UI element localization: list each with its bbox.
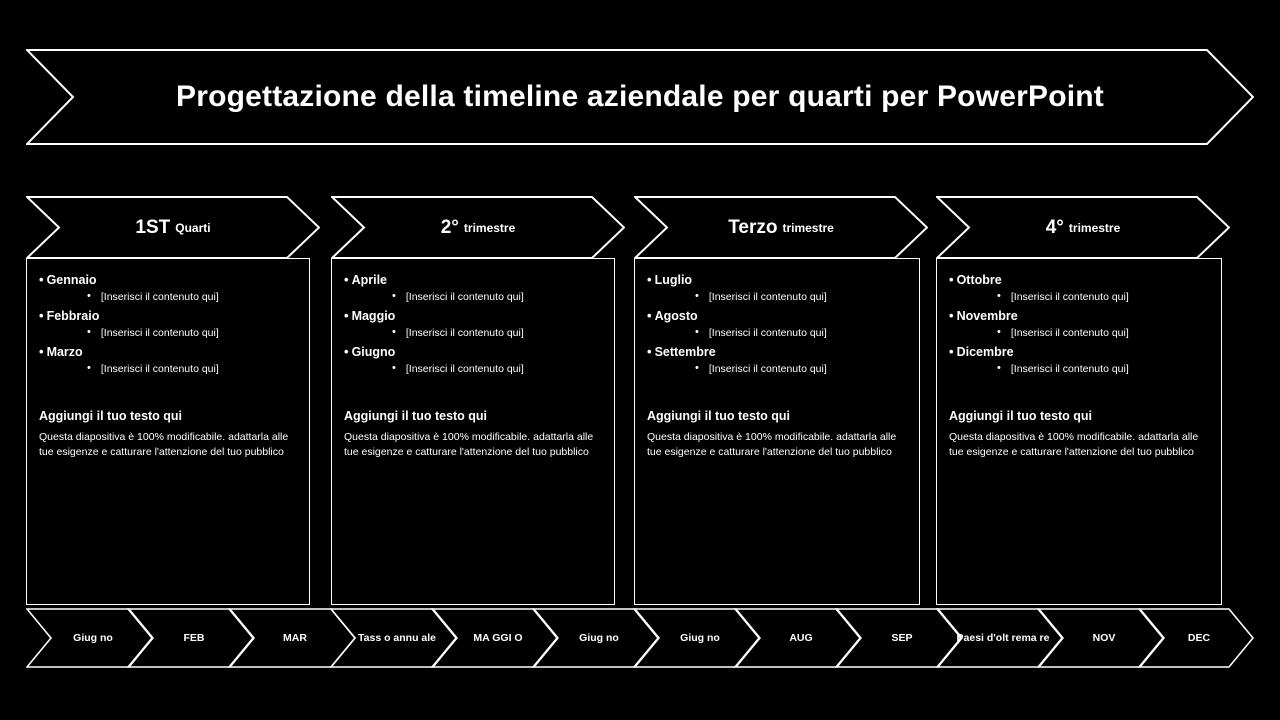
quarter-header-small-3: trimestre: [782, 220, 834, 235]
quarter-header-big-4: 4°: [1045, 216, 1064, 238]
month-name: [949, 345, 1209, 359]
month-block: [39, 273, 297, 303]
month-chevron-label: Giug no: [680, 631, 720, 644]
bullet-icon: •: [344, 272, 349, 287]
month-name: [647, 309, 907, 323]
month-chevron-label: Paesi d'olt rema re: [956, 631, 1050, 644]
description-text: Questa diapositiva è 100% modificabile. adattarla alle tue esigenze e catturare l'attenzione del tuo pubblico: [949, 431, 1199, 459]
month-content-placeholder[interactable]: [392, 291, 602, 303]
month-name: [647, 273, 907, 287]
add-text-heading: Aggiungi il tuo testo qui: [949, 409, 1093, 423]
placeholder-text: [Inserisci il contenuto qui]: [1010, 291, 1129, 303]
description-text: Questa diapositiva è 100% modificabile. adattarla alle tue esigenze e catturare l'attenzione del tuo pubblico: [39, 431, 289, 459]
month-chevron-label: Giug no: [579, 631, 619, 644]
bullet-icon: •: [392, 362, 396, 374]
add-text-heading: Aggiungi il tuo testo qui: [39, 409, 183, 423]
month-chevron-label: DEC: [1187, 631, 1211, 644]
bullet-icon: •: [87, 290, 91, 302]
month-chevron-label: MAR: [283, 631, 307, 644]
bullet-icon: •: [647, 308, 652, 323]
bullet-icon: •: [392, 326, 396, 338]
month-name: [344, 309, 602, 323]
month-block: [647, 309, 907, 339]
quarter-column-4: [936, 196, 1256, 459]
month-block: [949, 273, 1209, 303]
placeholder-text: [Inserisci il contenuto qui]: [708, 327, 827, 339]
month-chevron-label: MA GGI O: [473, 631, 523, 644]
bullet-icon: •: [392, 290, 396, 302]
month-label: Maggio: [351, 309, 396, 323]
bullet-icon: •: [39, 308, 44, 323]
month-name: [647, 345, 907, 359]
placeholder-text: [Inserisci il contenuto qui]: [405, 327, 524, 339]
quarter-header-label-2: [331, 196, 625, 259]
bullet-icon: •: [997, 362, 1001, 374]
month-name: [949, 273, 1209, 287]
quarter-header-small-4: trimestre: [1068, 220, 1121, 235]
month-label: Settembre: [654, 345, 716, 359]
bullet-icon: •: [695, 326, 699, 338]
month-chevron-label: Giug no: [73, 631, 113, 644]
month-chevron-label: Tass o annu ale: [358, 631, 436, 644]
month-block: [39, 345, 297, 375]
month-label: Febbraio: [46, 309, 100, 323]
bullet-icon: •: [87, 326, 91, 338]
month-content-placeholder[interactable]: [392, 327, 602, 339]
month-label: Dicembre: [956, 345, 1014, 359]
month-content-placeholder[interactable]: [695, 291, 907, 303]
quarter-body-2: [331, 258, 615, 605]
bullet-icon: •: [344, 344, 349, 359]
month-chevron-label: NOV: [1092, 631, 1116, 644]
bullet-icon: •: [997, 326, 1001, 338]
bullet-icon: •: [87, 362, 91, 374]
month-label: Giugno: [351, 345, 396, 359]
month-content-placeholder[interactable]: [997, 327, 1209, 339]
placeholder-text: [Inserisci il contenuto qui]: [708, 291, 827, 303]
add-text-heading: Aggiungi il tuo testo qui: [344, 409, 488, 423]
month-label: Marzo: [46, 345, 83, 359]
month-label: Gennaio: [46, 273, 97, 287]
quarter-header-big-3: Terzo: [728, 216, 778, 238]
quarter-column-1: [26, 196, 346, 459]
placeholder-text: [Inserisci il contenuto qui]: [1010, 363, 1129, 375]
quarter-column-3: [634, 196, 954, 459]
month-label: Aprile: [351, 273, 387, 287]
month-label: Luglio: [654, 273, 693, 287]
month-block: [39, 309, 297, 339]
placeholder-text: [Inserisci il contenuto qui]: [100, 291, 219, 303]
placeholder-text: [Inserisci il contenuto qui]: [100, 327, 219, 339]
bullet-icon: •: [695, 290, 699, 302]
month-label: Agosto: [654, 309, 698, 323]
month-label: Ottobre: [956, 273, 1002, 287]
bullet-icon: •: [997, 290, 1001, 302]
quarter-body-4: [936, 258, 1222, 605]
month-content-placeholder[interactable]: [392, 363, 602, 375]
placeholder-text: [Inserisci il contenuto qui]: [100, 363, 219, 375]
bullet-icon: •: [344, 308, 349, 323]
quarter-header-big-2: 2°: [440, 216, 459, 238]
quarter-header-1: [26, 196, 320, 259]
month-block: [949, 345, 1209, 375]
quarter-header-small-2: trimestre: [463, 220, 516, 235]
month-name: [39, 345, 297, 359]
month-content-placeholder[interactable]: [695, 363, 907, 375]
month-content-placeholder[interactable]: [997, 363, 1209, 375]
description-text: Questa diapositiva è 100% modificabile. adattarla alle tue esigenze e catturare l'attenzione del tuo pubblico: [647, 431, 897, 459]
month-block: [344, 345, 602, 375]
month-content-placeholder[interactable]: [997, 291, 1209, 303]
month-chevron-label: SEP: [891, 631, 913, 644]
title-banner: [26, 49, 1254, 145]
bullet-icon: •: [39, 344, 44, 359]
description-text: Questa diapositiva è 100% modificabile. adattarla alle tue esigenze e catturare l'attenzione del tuo pubblico: [344, 431, 594, 459]
month-name: [39, 309, 297, 323]
add-text-heading: Aggiungi il tuo testo qui: [647, 409, 791, 423]
page-title: Progettazione della timeline aziendale per quarti per PowerPoint: [175, 80, 1104, 113]
month-block: [344, 309, 602, 339]
quarter-header-label-3: [634, 196, 928, 259]
bullet-icon: •: [949, 272, 954, 287]
month-chevron-label: FEB: [183, 631, 205, 644]
quarter-header-2: [331, 196, 625, 259]
month-block: [949, 309, 1209, 339]
month-name: [949, 309, 1209, 323]
bullet-icon: •: [695, 362, 699, 374]
month-block: [344, 273, 602, 303]
month-block: [647, 273, 907, 303]
month-label: Novembre: [956, 309, 1018, 323]
month-chevron-label: AUG: [789, 631, 813, 644]
bullet-icon: •: [39, 272, 44, 287]
quarter-header-4: [936, 196, 1230, 259]
month-content-placeholder[interactable]: [695, 327, 907, 339]
bullet-icon: •: [949, 344, 954, 359]
bullet-icon: •: [647, 344, 652, 359]
bullet-icon: •: [949, 308, 954, 323]
quarter-column-2: [331, 196, 651, 459]
month-content-placeholder[interactable]: [87, 291, 297, 303]
quarter-body-3: [634, 258, 920, 605]
month-chevron-strip: [26, 608, 1254, 670]
month-chevron-12[interactable]: [1138, 608, 1254, 668]
quarter-header-label-1: [26, 196, 320, 259]
quarter-body-1: [26, 258, 310, 605]
placeholder-text: [Inserisci il contenuto qui]: [405, 363, 524, 375]
month-content-placeholder[interactable]: [87, 363, 297, 375]
placeholder-text: [Inserisci il contenuto qui]: [708, 363, 827, 375]
quarter-header-big-1: 1ST: [135, 216, 171, 238]
bullet-icon: •: [647, 272, 652, 287]
month-name: [39, 273, 297, 287]
month-name: [344, 345, 602, 359]
quarter-header-small-1: Quarti: [175, 220, 211, 235]
month-name: [344, 273, 602, 287]
month-content-placeholder[interactable]: [87, 327, 297, 339]
month-block: [647, 345, 907, 375]
placeholder-text: [Inserisci il contenuto qui]: [1010, 327, 1129, 339]
quarter-header-3: [634, 196, 928, 259]
quarter-header-label-4: [936, 196, 1230, 259]
placeholder-text: [Inserisci il contenuto qui]: [405, 291, 524, 303]
